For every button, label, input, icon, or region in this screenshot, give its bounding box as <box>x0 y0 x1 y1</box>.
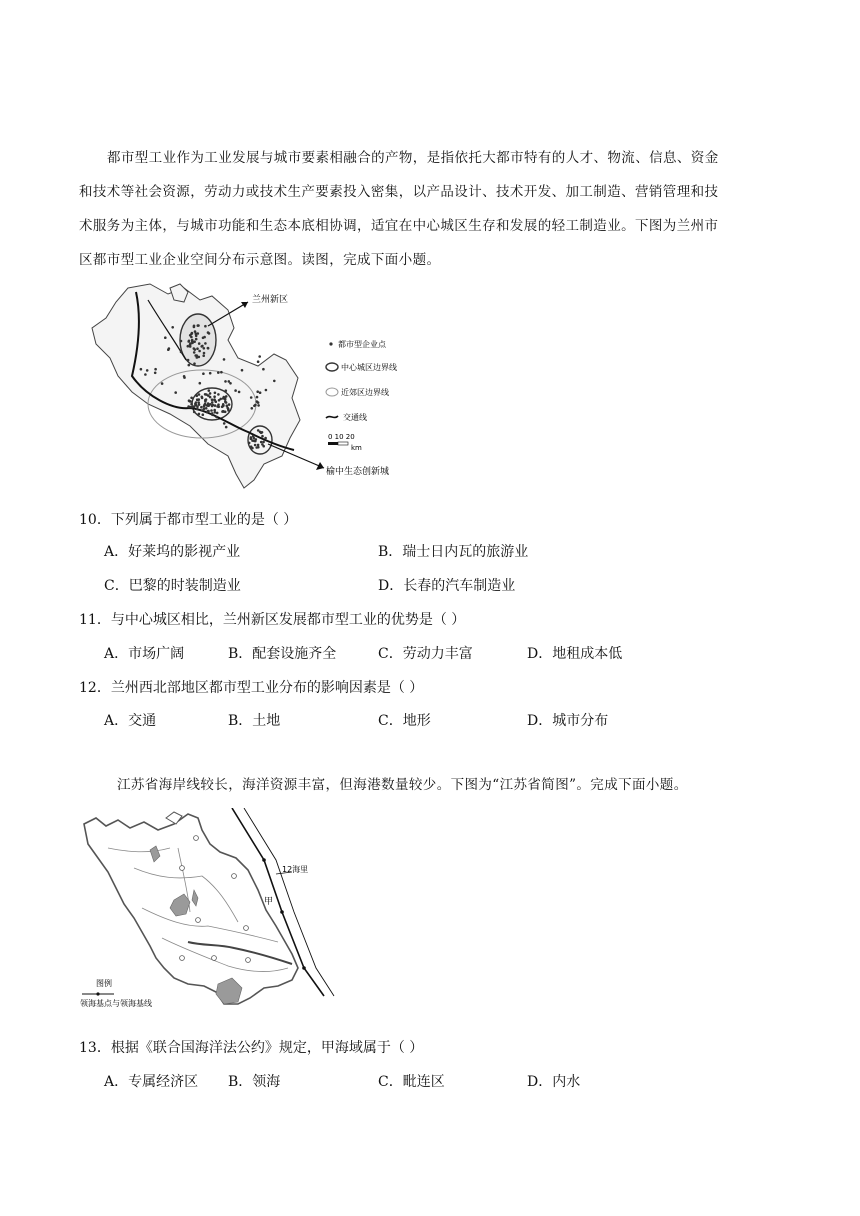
enterprise-dot <box>202 413 205 416</box>
enterprise-dot <box>216 412 219 415</box>
enterprise-dot <box>200 345 203 348</box>
jiangsu-outline <box>84 812 298 1004</box>
enterprise-dot <box>223 358 226 361</box>
enterprise-dot <box>203 408 206 411</box>
legend-dot-symbol <box>329 342 332 345</box>
enterprise-dot <box>261 435 264 438</box>
enterprise-dot <box>209 392 212 395</box>
enterprise-dot <box>259 391 262 394</box>
enterprise-dot <box>171 326 174 329</box>
enterprise-dot <box>198 350 201 353</box>
enterprise-dot <box>198 393 201 396</box>
arrow-yuzhong <box>268 444 389 477</box>
enterprise-dot <box>265 389 268 392</box>
enterprise-dot <box>198 342 201 345</box>
enterprise-dot <box>261 443 264 446</box>
enterprise-dot <box>195 338 198 341</box>
passage-1-line-3: 术服务为主体，与城市功能和生态本底相协调，适宜在中心城区生存和发展的轻工制造业。下图为兰州市 <box>79 218 719 234</box>
enterprise-dot <box>202 372 205 375</box>
enterprise-dot <box>222 404 225 407</box>
enterprise-dot <box>256 396 259 399</box>
enterprise-dot <box>190 336 193 339</box>
q10-option-d: D．长春的汽车制造业 <box>378 578 516 594</box>
q13-option-b: B．领海 <box>228 1074 281 1090</box>
enterprise-dot <box>210 409 213 412</box>
q11-option-c: C．劳动力丰富 <box>378 646 473 662</box>
legend-suburb: 近郊区边界线 <box>341 388 389 397</box>
enterprise-dot <box>253 437 256 440</box>
q11-option-d: D．地租成本低 <box>527 646 623 662</box>
enterprise-dot <box>154 372 157 375</box>
enterprise-dot <box>262 368 265 371</box>
enterprise-dot <box>251 439 254 442</box>
enterprise-dot <box>254 404 257 407</box>
enterprise-dot <box>211 412 214 415</box>
enterprise-dot <box>193 325 196 328</box>
passage-2 <box>79 768 783 802</box>
q11-option-a: A．市场广阔 <box>104 646 185 662</box>
enterprise-dot <box>203 404 206 407</box>
enterprise-dot <box>203 336 206 339</box>
q10-option-b: B．瑞士日内瓦的旅游业 <box>378 544 529 560</box>
enterprise-dot <box>146 369 149 372</box>
enterprise-dot <box>161 382 164 385</box>
q12-option-d: D．城市分布 <box>527 713 609 729</box>
enterprise-dot <box>257 444 260 447</box>
enterprise-dot <box>258 355 261 358</box>
enterprise-dot <box>187 340 190 343</box>
jiangsu-map <box>78 808 338 1013</box>
passage-2-line-1: 江苏省海岸线较长，海洋资源丰富，但海港数量较少。下图为“江苏省简图”。完成下面小题。 <box>117 777 688 793</box>
enterprise-dot <box>196 408 199 411</box>
enterprise-dot <box>208 389 211 392</box>
enterprise-dot <box>193 362 196 365</box>
enterprise-dot <box>238 391 241 394</box>
enterprise-dot <box>190 397 193 400</box>
enterprise-dot <box>191 332 194 335</box>
enterprise-dot <box>207 402 210 405</box>
enterprise-dot <box>187 345 190 348</box>
q13-option-d: D．内水 <box>527 1074 581 1090</box>
enterprise-dot <box>264 437 267 440</box>
enterprise-dot <box>198 398 201 401</box>
nm-12-label <box>276 864 308 874</box>
enterprise-dot <box>241 369 244 372</box>
enterprise-dot <box>183 375 186 378</box>
enterprise-dot <box>194 330 197 333</box>
enterprise-dot <box>194 403 197 406</box>
label-jia: 甲 <box>264 897 274 907</box>
enterprise-dot <box>197 324 200 327</box>
q13-option-a: A．专属经济区 <box>104 1074 199 1090</box>
question-13: 13．根据《联合国海洋法公约》规定，甲海域属于（ ） <box>79 1040 424 1056</box>
enterprise-dot <box>205 407 208 410</box>
scale-numbers: 0 10 20 <box>328 433 355 441</box>
map1-legend <box>326 339 397 452</box>
passage-1-line-1: 都市型工业作为工业发展与城市要素相融合的产物，是指依托大都市特有的人才、物流、信息、资金 <box>107 150 719 166</box>
enterprise-dot <box>202 354 205 357</box>
legend-enterprise: 都市型企业点 <box>338 340 386 349</box>
enterprise-dot <box>250 396 253 399</box>
enterprise-dot <box>174 391 177 394</box>
legend-suburb-symbol <box>326 388 338 396</box>
enterprise-dot <box>191 340 194 343</box>
enterprise-dot <box>200 406 203 409</box>
map2-legend <box>80 978 152 1008</box>
q12-option-a: A．交通 <box>104 713 157 729</box>
enterprise-dot <box>207 347 210 350</box>
question-10: 10．下列属于都市型工业的是（ ） <box>79 512 298 528</box>
enterprise-dot <box>223 422 226 425</box>
enterprise-dot <box>194 348 197 351</box>
enterprise-dot <box>209 372 212 375</box>
enterprise-dot <box>144 373 147 376</box>
enterprise-dot <box>234 389 237 392</box>
enterprise-dot <box>248 442 251 445</box>
enterprise-dot <box>220 371 223 374</box>
enterprise-dot <box>196 405 199 408</box>
enterprise-dot <box>189 342 192 345</box>
enterprise-dot <box>193 405 196 408</box>
enterprise-dot <box>188 399 191 402</box>
enterprise-dot <box>209 396 212 399</box>
q11-option-b: B．配套设施齐全 <box>228 646 337 662</box>
enterprise-dot <box>260 441 263 444</box>
scale-unit: km <box>351 444 362 452</box>
enterprise-dot <box>187 405 190 408</box>
enterprise-dot <box>193 351 196 354</box>
enterprise-dot <box>207 410 210 413</box>
enterprise-dot <box>225 395 228 398</box>
enterprise-dot <box>257 360 260 363</box>
enterprise-dot <box>140 368 143 371</box>
legend-center: 中心城区边界线 <box>341 363 397 372</box>
enterprise-dot <box>251 447 254 450</box>
label-lanzhou-new-area: 兰州新区 <box>252 295 289 305</box>
enterprise-dot <box>262 441 265 444</box>
enterprise-dot <box>214 411 217 414</box>
label-yuzhong: 榆中生态创新城 <box>326 467 390 477</box>
enterprise-dot <box>193 340 196 343</box>
enterprise-dot <box>257 404 260 407</box>
q10-option-a: A．好莱坞的影视产业 <box>104 544 241 560</box>
legend-traffic-symbol <box>326 416 338 418</box>
enterprise-dot <box>213 395 216 398</box>
enterprise-dot <box>217 393 220 396</box>
enterprise-dot <box>213 409 216 412</box>
enterprise-dot <box>164 336 167 339</box>
legend-title: 图例 <box>96 979 112 988</box>
enterprise-dot <box>214 404 217 407</box>
enterprise-dot <box>219 398 222 401</box>
enterprise-dot <box>212 404 215 407</box>
enterprise-dot <box>211 398 214 401</box>
legend-baseline: 领海基点与领海基线 <box>80 999 152 1008</box>
label-12-nautical-miles: 12海里 <box>282 865 309 874</box>
q12-option-b: B．土地 <box>228 713 281 729</box>
enterprise-dot <box>204 325 207 328</box>
enterprise-dot <box>257 429 260 432</box>
enterprise-dot <box>224 398 227 401</box>
passage-1-line-2: 和技术等社会资源，劳动力或技术生产要素投入密集，以产品设计、技术开发、加工制造、营销管理和技 <box>79 184 719 200</box>
enterprise-dot <box>215 400 218 403</box>
enterprise-dot <box>196 356 199 359</box>
enterprise-dot <box>228 403 231 406</box>
enterprise-dot <box>196 395 199 398</box>
enterprise-dot <box>204 342 207 345</box>
enterprise-dot <box>260 432 263 435</box>
enterprise-dot <box>197 401 200 404</box>
enterprise-dot <box>168 347 171 350</box>
scale-bar-light <box>338 442 348 445</box>
enterprise-dot <box>217 406 220 409</box>
enterprise-dot <box>214 392 217 395</box>
lanzhou-industry-map <box>88 280 408 495</box>
enterprise-dot <box>193 411 196 414</box>
enterprise-dot <box>226 407 229 410</box>
passage-1 <box>79 141 783 277</box>
legend-traffic: 交通线 <box>343 413 367 422</box>
enterprise-dot <box>221 410 224 413</box>
enterprise-dot <box>199 382 202 385</box>
enterprise-dot <box>187 359 190 362</box>
enterprise-dot <box>211 401 214 404</box>
question-11: 11．与中心城区相比，兰州新区发展都市型工业的优势是（ ） <box>79 612 466 628</box>
enterprise-dot <box>217 371 220 374</box>
enterprise-dot <box>229 382 232 385</box>
enterprise-dot <box>191 406 194 409</box>
enterprise-dot <box>154 368 157 371</box>
enterprise-dot <box>273 380 276 383</box>
enterprise-dot <box>205 398 208 401</box>
scale-bar-dark <box>328 442 338 445</box>
q10-option-c: C．巴黎的时装制造业 <box>104 578 241 594</box>
enterprise-dot <box>198 413 201 416</box>
enterprise-dot <box>225 426 228 429</box>
enterprise-dot <box>196 347 199 350</box>
enterprise-dot <box>207 331 210 334</box>
enterprise-dot <box>257 401 260 404</box>
enterprise-dot <box>190 403 193 406</box>
enterprise-dot <box>256 390 259 393</box>
enterprise-dot <box>224 401 227 404</box>
enterprise-dot <box>180 340 183 343</box>
enterprise-dot <box>203 347 206 350</box>
enterprise-dot <box>254 444 257 447</box>
enterprise-dot <box>188 364 191 367</box>
enterprise-dot <box>201 397 204 400</box>
enterprise-dot <box>224 380 227 383</box>
enterprise-dot <box>257 446 260 449</box>
q12-option-c: C．地形 <box>378 713 431 729</box>
enterprise-dot <box>197 332 200 335</box>
enterprise-dot <box>180 351 183 354</box>
enterprise-dot <box>225 389 228 392</box>
passage-1-line-4: 区都市型工业企业空间分布示意图。读图，完成下面小题。 <box>79 252 441 268</box>
q13-option-c: C．毗连区 <box>378 1074 445 1090</box>
enterprise-dot <box>251 407 254 410</box>
question-12: 12．兰州西北部地区都市型工业分布的影响因素是（ ） <box>79 680 424 696</box>
legend-center-symbol <box>326 363 338 371</box>
enterprise-dot <box>203 352 206 355</box>
enterprise-dot <box>215 416 218 419</box>
